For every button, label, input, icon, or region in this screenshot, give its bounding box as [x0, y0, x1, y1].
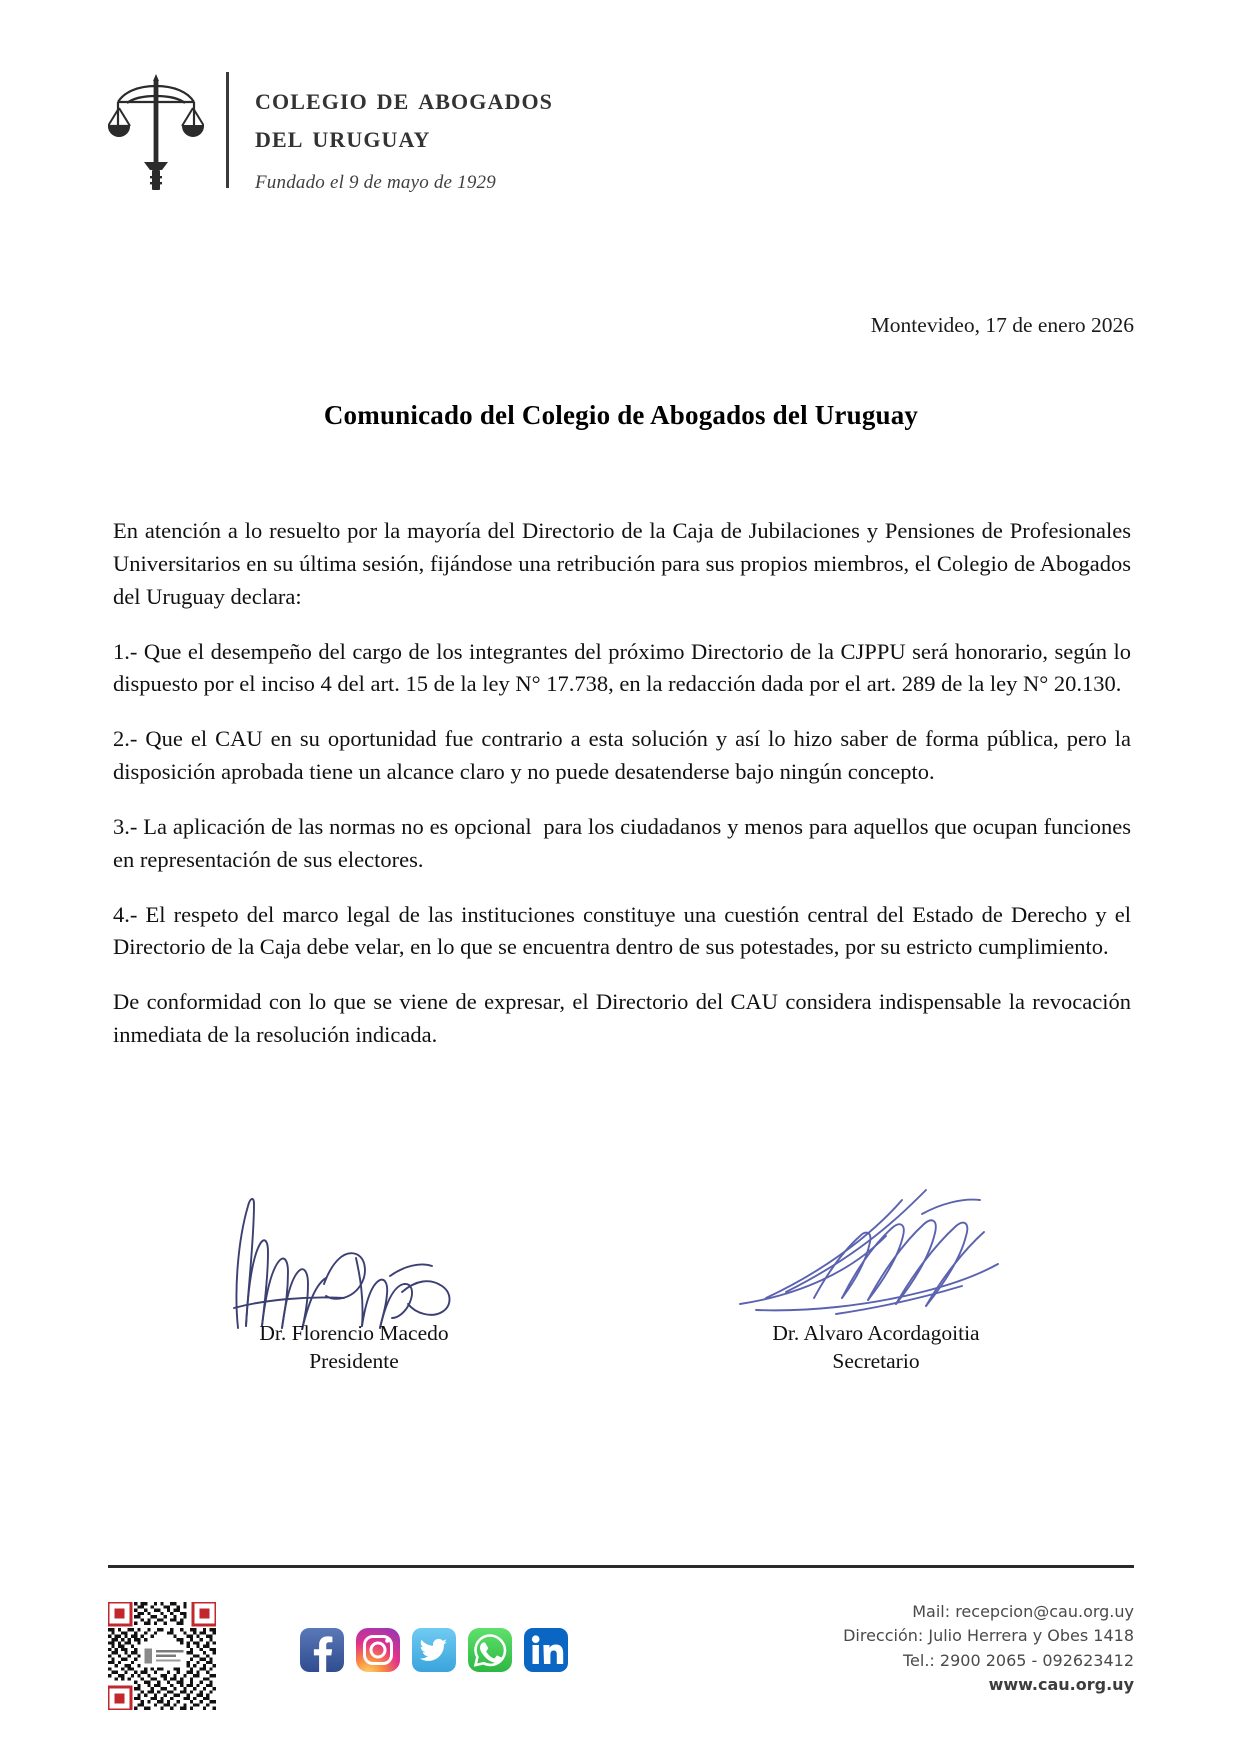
paragraph-item-3: 3.- La aplicación de las normas no es opcional para los ciudadanos y menos para aquellos que ocupan funciones en representación de sus electores.	[113, 813, 1137, 872]
footer-website[interactable]: www.cau.org.uy	[988, 1674, 1134, 1694]
founded-tagline: Fundado el 9 de mayo de 1929	[255, 171, 496, 193]
whatsapp-icon[interactable]	[468, 1628, 512, 1672]
facebook-icon[interactable]	[300, 1628, 344, 1672]
footer	[108, 1600, 1134, 1720]
signature-mark-secretary	[726, 1180, 1026, 1330]
scales-of-justice-icon	[108, 72, 204, 192]
paragraph-item-1: 1.- Que el desempeño del cargo de los integrantes del próximo Directorio de la CJPPU será honorario, según lo dispuesto por el inciso 4 del art. 15 de la ley N° 17.738, en la redacción dada por el art. 289 de la ley N° 20.130.	[113, 638, 1137, 697]
document-body	[113, 515, 1137, 1052]
letterhead-text	[255, 72, 553, 194]
document-title: Comunicado del Colegio de Abogados del Uruguay	[323, 400, 919, 430]
signature-mark-president	[204, 1180, 504, 1330]
linkedin-icon[interactable]	[524, 1628, 568, 1672]
signature-secretary	[661, 1180, 1091, 1375]
footer-contact-info	[843, 1600, 1134, 1697]
twitter-icon[interactable]	[412, 1628, 456, 1672]
paragraph-intro: En atención a lo resuelto por la mayoría del Directorio de la Caja de Jubilaciones y Pensiones de Profesionales Universitarios en su última sesión, fijándose una retribución para sus propios miembros, el Colegio de Abogados del Uruguay declara:	[113, 518, 1137, 609]
footer-phone: Tel.: 2900 2065 - 092623412	[903, 1650, 1134, 1670]
footer-address: Dirección: Julio Herrera y Obes 1418	[843, 1626, 1134, 1646]
signature-role-president: Presidente	[309, 1348, 399, 1373]
signature-president	[139, 1180, 569, 1375]
footer-mail: Mail: recepcion@cau.org.uy	[912, 1602, 1134, 1621]
paragraph-item-2: 2.- Que el CAU en su oportunidad fue contrario a esta solución y así lo hizo saber de forma pública, pero la disposición aprobada tiene un alcance claro y no puede desatenderse bajo ningún concepto.	[113, 726, 1137, 785]
footer-divider	[108, 1565, 1134, 1568]
signature-block	[113, 1180, 1131, 1375]
qr-code-icon[interactable]	[108, 1602, 216, 1710]
org-name-line2: del uruguay	[255, 118, 431, 154]
letterhead-divider	[226, 72, 229, 188]
paragraph-item-4: 4.- El respeto del marco legal de las instituciones constituye una cuestión central del Estado de Derecho y el Directorio de la Caja debe velar, en lo que se encuentra dentro de sus potestades, por su estricto cumplimiento.	[113, 901, 1137, 960]
letterhead	[108, 72, 553, 194]
signature-name-president: Dr. Florencio Macedo	[259, 1321, 449, 1345]
social-links	[300, 1628, 568, 1672]
org-name-line1: colegio de abogados	[255, 81, 554, 116]
instagram-icon[interactable]	[356, 1628, 400, 1672]
date-line: Montevideo, 17 de enero 2026	[870, 313, 1134, 337]
paragraph-closing: De conformidad con lo que se viene de expresar, el Directorio del CAU considera indispensable la revocación inmediata de la resolución indicada.	[113, 989, 1137, 1048]
signature-name-secretary: Dr. Alvaro Acordagoitia	[772, 1321, 980, 1345]
signature-role-secretary: Secretario	[832, 1348, 920, 1373]
